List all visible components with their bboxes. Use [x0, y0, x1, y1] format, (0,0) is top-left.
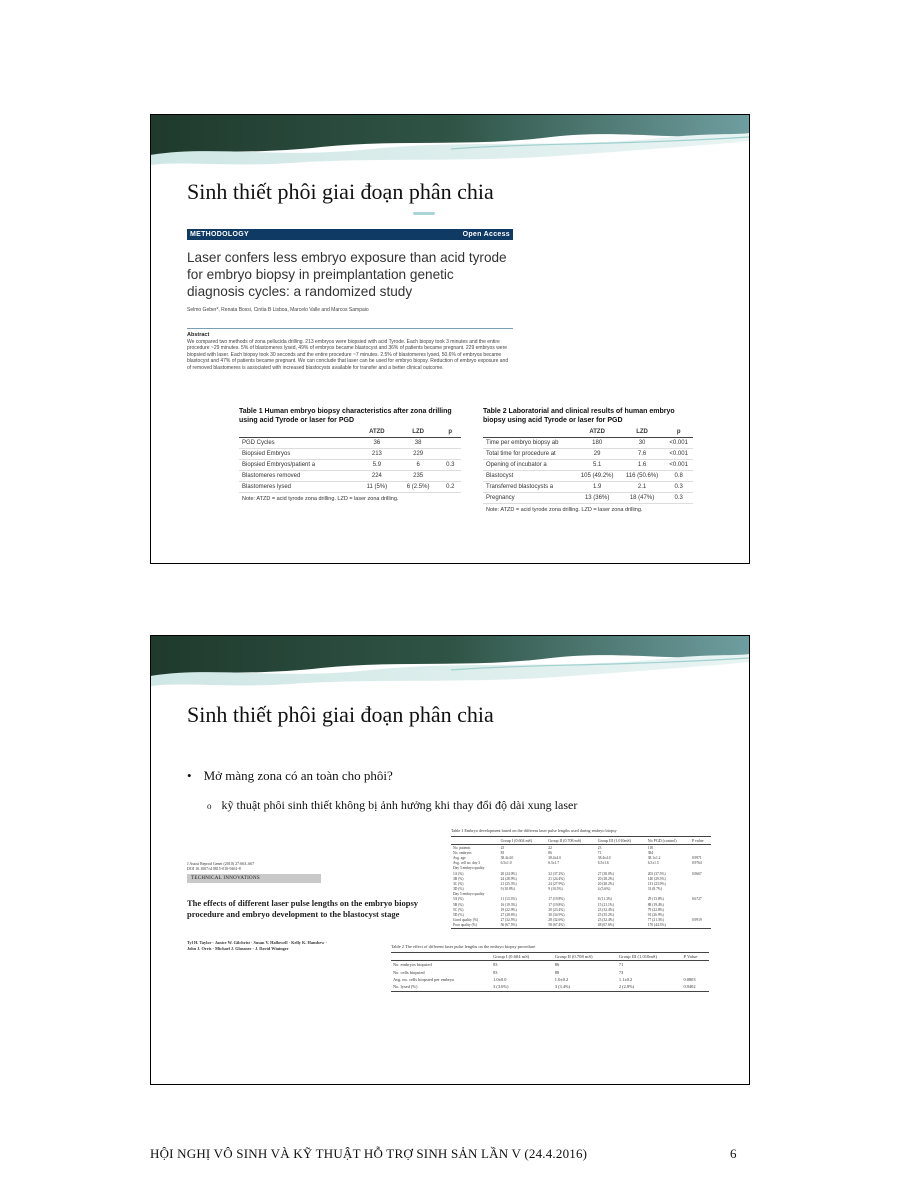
col-header: Group II (0.708 mS)	[546, 837, 596, 845]
cell	[690, 923, 711, 929]
cell: 20 (24.0%)	[500, 871, 517, 876]
cell: Poor quality (%)	[451, 923, 499, 929]
cell: 5.9	[357, 460, 397, 471]
cell: 0.6727	[691, 897, 702, 902]
table-caption: Table 1 Human embryo biopsy characteristics after zona drilling using acid Tyrode or laser for PGD	[239, 408, 452, 424]
cell: 170 (44.3%)	[646, 923, 690, 929]
cell: 91 (26.9%)	[647, 913, 664, 918]
table-2	[483, 407, 693, 515]
bullet-text: Mở màng zona có an toàn cho phôi?	[203, 768, 393, 783]
cell: <0.001	[664, 438, 693, 449]
cell: 131 (23.9%)	[647, 881, 666, 886]
slide-2	[150, 635, 750, 1085]
cell: Avg. age	[453, 855, 466, 860]
cell: 23 (32.4%)	[597, 907, 614, 912]
article-authors: Selmo Geber*, Renata Bossi, Cintia B Lisboa, Marcelo Valle and Marcos Sampaio	[187, 307, 369, 313]
cell: No. patients	[453, 845, 471, 850]
cell: 20 (28.2%)	[597, 876, 614, 881]
cell: 24 (27.9%)	[548, 881, 565, 886]
cell: 20 (28.2%)	[597, 881, 614, 886]
col-header: No PGD (control)	[646, 837, 690, 845]
article-title: Laser confers less embryo exposure than acid tyrode for embryo biopsy in preimplantation genetic diagnosis cycles: a randomized study	[187, 250, 507, 299]
article-2-header	[187, 861, 321, 883]
cell: Day 3 embryo quality	[453, 866, 485, 871]
cell: 0.0803	[683, 976, 696, 982]
cell: 118	[647, 845, 653, 850]
cell: 17 (19.8%)	[548, 902, 565, 907]
table-caption: Table 1 Embryo development based on the different laser pulse lengths used during embryo biopsy	[451, 828, 617, 833]
table-caption: Table 2 The effect of different laser pulse lengths on the embryo biopsy procedure	[391, 944, 536, 949]
cell: 3 (3.4%)	[553, 983, 617, 991]
cell: 7.6	[620, 449, 665, 460]
cell: Avg. no. cells biopsied per embryo	[393, 976, 455, 982]
doi: DOI 10.1007/s10815-010-9461-8	[187, 866, 241, 871]
cell: 38.4±4.0	[500, 855, 514, 860]
cell: 5.1	[575, 460, 620, 471]
cell	[440, 449, 461, 460]
footer-text: HỘI NGHỊ VÔ SINH VÀ KỸ THUẬT HỖ TRỢ SINH SẢN LẦN V (24.4.2016)	[150, 1146, 588, 1161]
table-row	[239, 438, 461, 449]
cell	[682, 961, 710, 969]
cell: 213	[357, 449, 397, 460]
cell: No. embryos biopsied	[393, 962, 432, 968]
article-2-title: The effects of different laser pulse lengths on the embryo biopsy procedure and embryo development to the blastocyst stage	[187, 898, 419, 919]
cell	[440, 438, 461, 449]
cell: Biopsied Embryos/patient a	[239, 460, 357, 471]
table-row	[483, 493, 693, 504]
cell: 9 (10.5%)	[548, 887, 563, 892]
cell: 73	[618, 969, 624, 975]
cell: 203 (37.5%)	[647, 871, 666, 876]
table-header	[451, 837, 711, 845]
cell: 0.2	[440, 482, 461, 493]
section-bar: TECHNICAL INNOVATIONS	[187, 874, 321, 883]
cell: 56 (67.5%)	[499, 923, 547, 929]
cell: 21 (25.3%)	[500, 881, 517, 886]
abstract-text: We compared two methods of zona pellucida drilling. 213 embryos were biopsied with acid Tyrode. Each biopsy took 3 minutes and the entire procedure ~29 minutes. 5% of blastomeres lysed, 49% of embryos became blastocyst and 36% of patients became pregnant. 229 embryos were biopsied with laser. Each biopsy took 30 seconds and the entire procedure ~7 minutes. 2.5% of blastomeres lysed, 50.6% of embryos became blastocyst and 47% of patients became pregnant. We can conclude that laser can be used for embryo biopsy. Reduction of embryo exposure and of removed blastomeres is associated with increased blastocysts available for transfer and a better clinical outcome.	[187, 339, 509, 371]
abstract-heading: Abstract	[187, 332, 210, 338]
cell: 23 (32.4%)	[597, 918, 614, 923]
cell: PGD Cycles	[239, 438, 357, 449]
cell: 8 (11.3%)	[597, 897, 613, 902]
cell: 0.3	[440, 460, 461, 471]
cell: 116 (50.6%)	[620, 471, 665, 482]
cell: 11 (13.3%)	[500, 897, 517, 902]
cell: 0.3	[664, 482, 693, 493]
table-caption: Table 2 Laboratorial and clinical results of human embryo biopsy using acid Tyrode or laser for PGD	[483, 408, 675, 424]
slide-title: Sinh thiết phôi giai đoạn phân chia	[187, 702, 494, 727]
cell: 77 (21.3%)	[647, 918, 664, 923]
section-bar	[187, 229, 513, 240]
cell: 32 (37.2%)	[548, 871, 565, 876]
table-row	[239, 471, 461, 482]
col-header	[451, 837, 499, 845]
cell: 21 (24.4%)	[548, 876, 565, 881]
cell: 6.5±1.7	[548, 861, 560, 866]
table-row	[483, 482, 693, 493]
table-row	[391, 968, 709, 975]
col-header: Group III (1.010mS)	[596, 837, 646, 845]
cell: 86	[554, 962, 560, 968]
cell: 6.5±1.5	[647, 861, 659, 866]
cell: 88 (19.4%)	[647, 902, 664, 907]
cell: 31 (8.7%)	[647, 887, 663, 892]
cell: 0.9919	[691, 918, 702, 923]
cell: 9 (10.8%)	[500, 887, 515, 892]
cell: 5C (%)	[453, 907, 464, 912]
cell: 1.6	[620, 460, 665, 471]
table-row	[483, 471, 693, 482]
bullet-dot-icon: •	[187, 768, 192, 783]
cell: 224	[357, 471, 397, 482]
sub-bullet-text: kỹ thuật phôi sinh thiết không bị ảnh hưởng khi thay đổi độ dài xung laser	[221, 798, 578, 812]
cell: 28 (32.6%)	[548, 918, 565, 923]
table-header	[483, 427, 693, 438]
cell: 38.4±4.0	[548, 855, 562, 860]
sub-bullet-item	[207, 798, 577, 813]
cell	[682, 968, 710, 975]
cell: 38.1±1.2	[647, 855, 661, 860]
cell: 27 (28.6%)	[500, 913, 517, 918]
cell: 71	[597, 850, 602, 855]
cell: 58 (67.4%)	[546, 923, 596, 929]
embryo-development-table	[451, 828, 711, 929]
cell: 25 (35.2%)	[597, 913, 614, 918]
abstract	[187, 328, 513, 371]
cell: 5B (%)	[453, 902, 464, 907]
cell: 24 (28.9%)	[500, 876, 517, 881]
cell: 30 (34.9%)	[548, 913, 565, 918]
biopsy-procedure-table	[391, 944, 709, 992]
cell: 71	[618, 962, 624, 968]
table-1	[239, 407, 461, 504]
col-header: ATZD	[357, 427, 397, 438]
cell: 1A (%)	[453, 871, 464, 876]
table-row	[483, 438, 693, 449]
cell: 6	[397, 460, 440, 471]
col-header	[391, 953, 491, 961]
cell: 83	[500, 850, 505, 855]
cell: No. lysed (%)	[391, 983, 491, 991]
cell: 2 (2.8%)	[617, 983, 682, 991]
table-row	[483, 449, 693, 460]
cell: 0.9402	[682, 983, 710, 991]
table-row	[239, 460, 461, 471]
cell: 3D (%)	[453, 887, 464, 892]
slide-1	[150, 114, 750, 564]
col-header: Group III (1.010mS)	[617, 953, 682, 961]
cell: 5A (%)	[453, 897, 464, 902]
cell: 3C (%)	[453, 881, 464, 886]
table-note: Note: ATZD = acid tyrode zona drilling. LZD = laser zona drilling.	[239, 493, 461, 505]
cell: Time per embryo biopsy ab	[483, 438, 575, 449]
section-label: METHODOLOGY	[190, 231, 249, 238]
cell: 1.1±0.2	[618, 976, 633, 982]
cell: 3B (%)	[453, 876, 464, 881]
cell: 17 (19.8%)	[548, 897, 565, 902]
cell: 180	[575, 438, 620, 449]
col-header: P value	[690, 837, 711, 845]
table-row	[451, 923, 711, 929]
cell: 29 (13.8%)	[647, 897, 664, 902]
cell: Day 5 embryo quality	[453, 892, 485, 897]
cell: 2.1	[620, 482, 665, 493]
article-2-authors: Tyl H. Taylor · Janice W. Gilchrist · Susan V. Hallowell · Kelly K. Hanshew · John J. Orris · Michael J. Glassner · J. David Wininger	[187, 940, 327, 951]
cell: 19 (22.9%)	[500, 907, 517, 912]
table-row	[391, 983, 709, 991]
circle-bullet-icon: o	[207, 801, 212, 811]
slide-title: Sinh thiết phôi giai đoạn phân chia	[187, 179, 494, 204]
cell: 25	[500, 845, 505, 850]
cell: Transferred blastocysts a	[483, 482, 575, 493]
cell: 88	[554, 969, 560, 975]
cell: 6 (2.5%)	[397, 482, 440, 493]
cell: 0.9971	[691, 855, 702, 860]
bullet-item	[187, 768, 393, 784]
cell: 16 (19.3%)	[500, 902, 517, 907]
cell: 140 (29.3%)	[647, 876, 666, 881]
cell: 38.4±4.0	[597, 855, 611, 860]
table-row	[483, 460, 693, 471]
cell: 6.5±1.6	[597, 861, 609, 866]
col-header	[483, 427, 575, 438]
cell: Opening of incubator a	[483, 460, 575, 471]
cell: No. embryos	[453, 850, 472, 855]
cell: 6.5±1.0	[500, 861, 512, 866]
col-header: LZD	[397, 427, 440, 438]
cell: Blastomeres removed	[239, 471, 357, 482]
cell: 384	[647, 850, 654, 855]
cell: Blastomeres lysed	[239, 482, 357, 493]
cell: 48 (67.6%)	[596, 923, 646, 929]
cell: 13 (36%)	[575, 493, 620, 504]
cell: 1.0±0.0	[493, 976, 507, 982]
col-header: p	[664, 427, 693, 438]
table-row	[391, 976, 709, 983]
cell: 229	[397, 449, 440, 460]
col-header	[239, 427, 357, 438]
cell: 0.3	[664, 493, 693, 504]
cell: 38	[397, 438, 440, 449]
cell: 20 (23.4%)	[548, 907, 565, 912]
cell: 5D (%)	[453, 913, 464, 918]
cell: 4 (5.6%)	[597, 887, 611, 892]
title-decoration	[413, 212, 435, 215]
cell: 3 (3.6%)	[491, 983, 553, 991]
cell: Avg. cell no. day 3	[453, 861, 481, 866]
table-note: Note: ATZD = acid tyrode zona drilling. LZD = laser zona drilling.	[483, 504, 693, 516]
cell: 1.0±0.2	[554, 976, 569, 982]
col-header: P Value	[682, 953, 710, 961]
cell: 105 (49.2%)	[575, 471, 620, 482]
cell: 36	[357, 438, 397, 449]
table-header	[391, 953, 709, 961]
col-header: ATZD	[575, 427, 620, 438]
cell: 27 (32.5%)	[500, 918, 517, 923]
cell: 79 (22.8%)	[647, 907, 664, 912]
cell: 29	[575, 449, 620, 460]
col-header: Group I (0.604 mS)	[499, 837, 547, 845]
table-row	[239, 449, 461, 460]
cell: 15 (21.1%)	[597, 902, 614, 907]
cell: 235	[397, 471, 440, 482]
page-number: 6	[730, 1146, 737, 1161]
slide-banner	[151, 636, 749, 696]
journal-ref: J Assist Reprod Genet (2010) 27:663–667	[187, 861, 255, 866]
cell: 22	[548, 845, 552, 850]
table-row	[391, 961, 709, 969]
cell: 0.9764	[691, 861, 702, 866]
cell: No. cells biopsied	[393, 969, 425, 975]
col-header: Group II (0.708 mS)	[553, 953, 617, 961]
cell	[440, 471, 461, 482]
cell: <0.001	[664, 460, 693, 471]
article-header	[187, 229, 513, 313]
cell: 86	[548, 850, 552, 855]
cell: 30	[620, 438, 665, 449]
cell: <0.001	[664, 449, 693, 460]
cell: 83	[493, 962, 498, 968]
cell: Pregnancy	[483, 493, 575, 504]
cell: 0.9667	[691, 871, 702, 876]
col-header: LZD	[620, 427, 665, 438]
col-header: p	[440, 427, 461, 438]
cell: 23	[597, 845, 602, 850]
col-header: Group I (0.604 mS)	[491, 953, 553, 961]
cell: 11 (5%)	[357, 482, 397, 493]
table-row	[239, 482, 461, 493]
cell: 27 (38.0%)	[597, 871, 614, 876]
cell: Blastocyst	[483, 471, 575, 482]
cell: 0.8	[664, 471, 693, 482]
cell: 1.9	[575, 482, 620, 493]
cell: 18 (47%)	[620, 493, 665, 504]
cell: Biopsied Embryos	[239, 449, 357, 460]
slide-banner	[151, 115, 749, 175]
cell: Good quality (%)	[453, 918, 479, 923]
cell: 83	[493, 969, 498, 975]
cell: Total time for procedure at	[483, 449, 575, 460]
access-label: Open Access	[462, 231, 510, 238]
table-header	[239, 427, 461, 438]
